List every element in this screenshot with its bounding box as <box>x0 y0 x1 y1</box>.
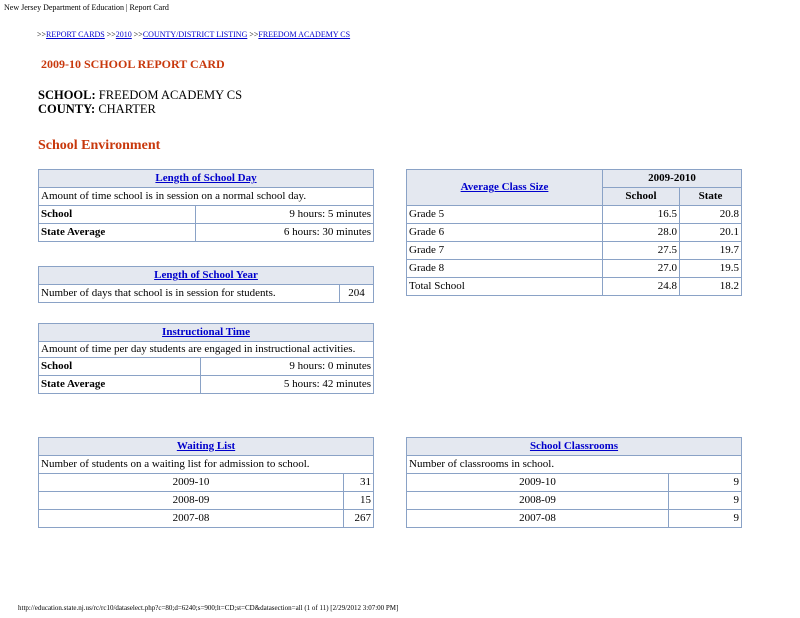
avg-class-size-link[interactable]: Average Class Size <box>460 181 549 193</box>
avg-class-size-year: 2009-2010 <box>603 170 742 188</box>
avg-class-size-table <box>406 169 742 296</box>
row-value: 6 hours: 30 minutes <box>196 224 374 242</box>
row-value: 267 <box>344 510 374 528</box>
state-value: 19.5 <box>680 260 742 278</box>
school-classrooms-description: Number of classrooms in school. <box>407 456 742 474</box>
row-year: 2009-10 <box>407 474 669 492</box>
table-row <box>407 206 742 224</box>
breadcrumb-link-county-listing[interactable]: COUNTY/DISTRICT LISTING <box>142 30 248 39</box>
table-row <box>407 260 742 278</box>
table-row <box>407 224 742 242</box>
row-label: State Average <box>39 224 196 242</box>
breadcrumb-sep: >> <box>249 30 259 39</box>
length-of-year-description: Number of days that school is in session for students. <box>39 285 340 303</box>
county-value: CHARTER <box>98 102 156 116</box>
length-of-day-table <box>38 169 374 242</box>
row-label: School <box>39 358 201 376</box>
school-classrooms-table <box>406 437 742 528</box>
state-value: 20.1 <box>680 224 742 242</box>
length-of-day-description: Amount of time school is in session on a normal school day. <box>39 188 374 206</box>
table-row <box>407 242 742 260</box>
table-row <box>39 206 374 224</box>
table-row <box>39 224 374 242</box>
table-row <box>39 492 374 510</box>
row-value: 31 <box>344 474 374 492</box>
grade-label: Grade 5 <box>407 206 603 224</box>
breadcrumb-sep: >> <box>37 30 47 39</box>
school-classrooms-link[interactable]: School Classrooms <box>529 440 619 452</box>
row-value: 9 <box>669 510 742 528</box>
row-year: 2007-08 <box>407 510 669 528</box>
section-title: School Environment <box>38 138 161 153</box>
length-of-year-value: 204 <box>340 285 374 303</box>
col-school: School <box>603 188 680 206</box>
table-row <box>39 510 374 528</box>
breadcrumb-link-school[interactable]: FREEDOM ACADEMY CS <box>258 30 351 39</box>
row-year: 2007-08 <box>39 510 344 528</box>
waiting-list-description: Number of students on a waiting list for admission to school. <box>39 456 374 474</box>
county-info <box>38 102 156 116</box>
page-footer-url: http://education.state.nj.us/rc/rc10/dataselect.php?c=80;d=6240;s=900;lt=CD;st=CD&datasection=all (1 of 11) [2/29/2012 3:07:00 PM] <box>18 604 399 612</box>
state-value: 20.8 <box>680 206 742 224</box>
row-value: 9 <box>669 474 742 492</box>
row-value: 9 hours: 5 minutes <box>196 206 374 224</box>
school-value: 28.0 <box>603 224 680 242</box>
report-title: 2009-10 SCHOOL REPORT CARD <box>41 57 225 71</box>
table-row <box>39 474 374 492</box>
table-row <box>39 285 374 303</box>
state-value: 19.7 <box>680 242 742 260</box>
instructional-time-description: Amount of time per day students are engaged in instructional activities. <box>39 342 374 358</box>
row-value: 15 <box>344 492 374 510</box>
table-row <box>407 510 742 528</box>
waiting-list-header <box>39 438 374 456</box>
table-row <box>407 278 742 296</box>
avg-class-size-header <box>407 170 603 206</box>
school-value: FREEDOM ACADEMY CS <box>98 88 243 102</box>
school-value: 27.0 <box>603 260 680 278</box>
grade-label: Total School <box>407 278 603 296</box>
grade-label: Grade 6 <box>407 224 603 242</box>
school-classrooms-header <box>407 438 742 456</box>
waiting-list-link[interactable]: Waiting List <box>176 440 236 452</box>
table-row <box>39 358 374 376</box>
length-of-year-link[interactable]: Length of School Year <box>154 269 258 281</box>
breadcrumb-link-2010[interactable]: 2010 <box>115 30 132 39</box>
table-row <box>407 492 742 510</box>
breadcrumb-sep: >> <box>106 30 116 39</box>
row-year: 2009-10 <box>39 474 344 492</box>
row-label: School <box>39 206 196 224</box>
state-value: 18.2 <box>680 278 742 296</box>
length-of-day-header <box>39 170 374 188</box>
county-label: COUNTY: <box>38 102 96 116</box>
instructional-time-header <box>39 324 374 342</box>
breadcrumb <box>37 30 350 39</box>
col-state: State <box>680 188 742 206</box>
length-of-day-link[interactable]: Length of School Day <box>155 172 257 184</box>
grade-label: Grade 8 <box>407 260 603 278</box>
school-label: SCHOOL: <box>38 88 96 102</box>
school-value: 24.8 <box>603 278 680 296</box>
table-row <box>39 376 374 394</box>
row-year: 2008-09 <box>39 492 344 510</box>
row-value: 9 hours: 0 minutes <box>201 358 374 376</box>
page-header: New Jersey Department of Education | Report Card <box>4 3 169 12</box>
school-value: 16.5 <box>603 206 680 224</box>
table-row <box>407 474 742 492</box>
row-year: 2008-09 <box>407 492 669 510</box>
instructional-time-table <box>38 323 374 394</box>
row-label: State Average <box>39 376 201 394</box>
school-info <box>38 88 242 102</box>
grade-label: Grade 7 <box>407 242 603 260</box>
length-of-year-table <box>38 266 374 303</box>
row-value: 9 <box>669 492 742 510</box>
breadcrumb-sep: >> <box>133 30 143 39</box>
breadcrumb-link-report-cards[interactable]: REPORT CARDS <box>46 30 105 39</box>
instructional-time-link[interactable]: Instructional Time <box>162 326 250 338</box>
school-value: 27.5 <box>603 242 680 260</box>
row-value: 5 hours: 42 minutes <box>201 376 374 394</box>
waiting-list-table <box>38 437 374 528</box>
length-of-year-header <box>39 267 374 285</box>
